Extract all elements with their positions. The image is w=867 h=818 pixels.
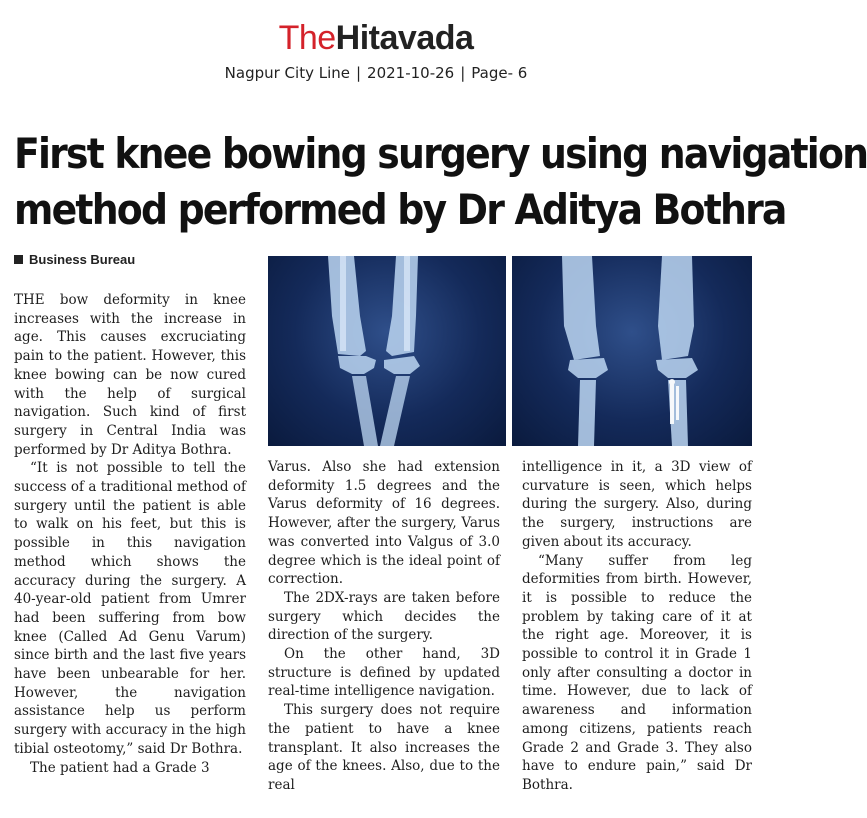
paragraph: The 2DX-rays are taken before surgery which decides the direction of the surgery. xyxy=(268,589,500,644)
paragraph: THE bow deformity in knee increases with the increase in age. This causes excruciating pain to the patient. However, this knee bowing can be now cured with the help of surgical navigation. Such kind of first surgery in Central India was performed by Dr Aditya Bothra. xyxy=(14,292,246,458)
masthead-hitavada: Hitavada xyxy=(335,19,474,57)
xray-photo-after xyxy=(512,256,752,446)
byline-square-icon xyxy=(14,255,23,264)
xray-photo-before xyxy=(268,256,506,446)
xray-before-image xyxy=(268,256,506,446)
byline-text: Business Bureau xyxy=(29,252,136,267)
headline-line-1: First knee bowing surgery using navigation xyxy=(14,129,867,178)
paragraph: On the other hand, 3D structure is defined by updated real-time intelligence navigation. xyxy=(268,646,500,700)
article-column-2 xyxy=(268,458,500,795)
dateline-separator: | xyxy=(355,64,362,82)
paragraph: The patient had a Grade 3 xyxy=(30,759,210,776)
edition-date: 2021-10-26 xyxy=(367,64,455,82)
dateline xyxy=(0,64,752,82)
paragraph: “Many suffer from leg deformities from birth. However, it is possible to reduce the problem by taking care of it at the right age. Moreover, it is possible to control it in Grade 1 only after consulting a doctor in time. However, due to lack of awareness and information among citizens, patients reach Grade 2 and Grade 3. They also have to endure pain,” said Dr Bothra. xyxy=(522,552,752,793)
paragraph: intelligence in it, a 3D view of curvature is seen, which helps during the surgery. Also, during the surgery, instructions are given about its accuracy. xyxy=(522,459,752,550)
article-column-3 xyxy=(522,458,752,795)
page-number: Page- 6 xyxy=(471,64,528,82)
edition-name: Nagpur City Line xyxy=(224,64,350,82)
article-column-1 xyxy=(14,291,246,777)
dateline-separator: | xyxy=(460,64,466,82)
article-headline xyxy=(14,126,867,238)
paragraph: This surgery does not require the patient to have a knee transplant. It also increases the age of the knees. Also, due to the real xyxy=(268,702,500,793)
xray-after-image xyxy=(512,256,752,446)
headline-line-2: method performed by Dr Aditya Bothra xyxy=(14,185,786,234)
byline xyxy=(14,252,135,267)
paragraph: Varus. Also she had extension deformity 1.5 degrees and the Varus deformity of 16 degrees. However, after the surgery, Varus was converted into Valgus of 3.0 degree which is the ideal point of correction. xyxy=(268,459,500,588)
masthead-the: The xyxy=(278,19,336,57)
masthead-logo xyxy=(0,18,752,58)
paragraph: “It is not possible to tell the success of a traditional method of surgery until the patient is able to walk on his feet, but this is possible in this navigation method which shows the accuracy during the surgery. A 40-year-old patient from Umrer had been suffering from bow knee (Called Ad Genu Varum) since birth and the last five years have been unbearable for her. However, the navigation assistance help us perform surgery with accuracy in the high tibial osteotomy,” said Dr Bothra. xyxy=(14,460,246,757)
